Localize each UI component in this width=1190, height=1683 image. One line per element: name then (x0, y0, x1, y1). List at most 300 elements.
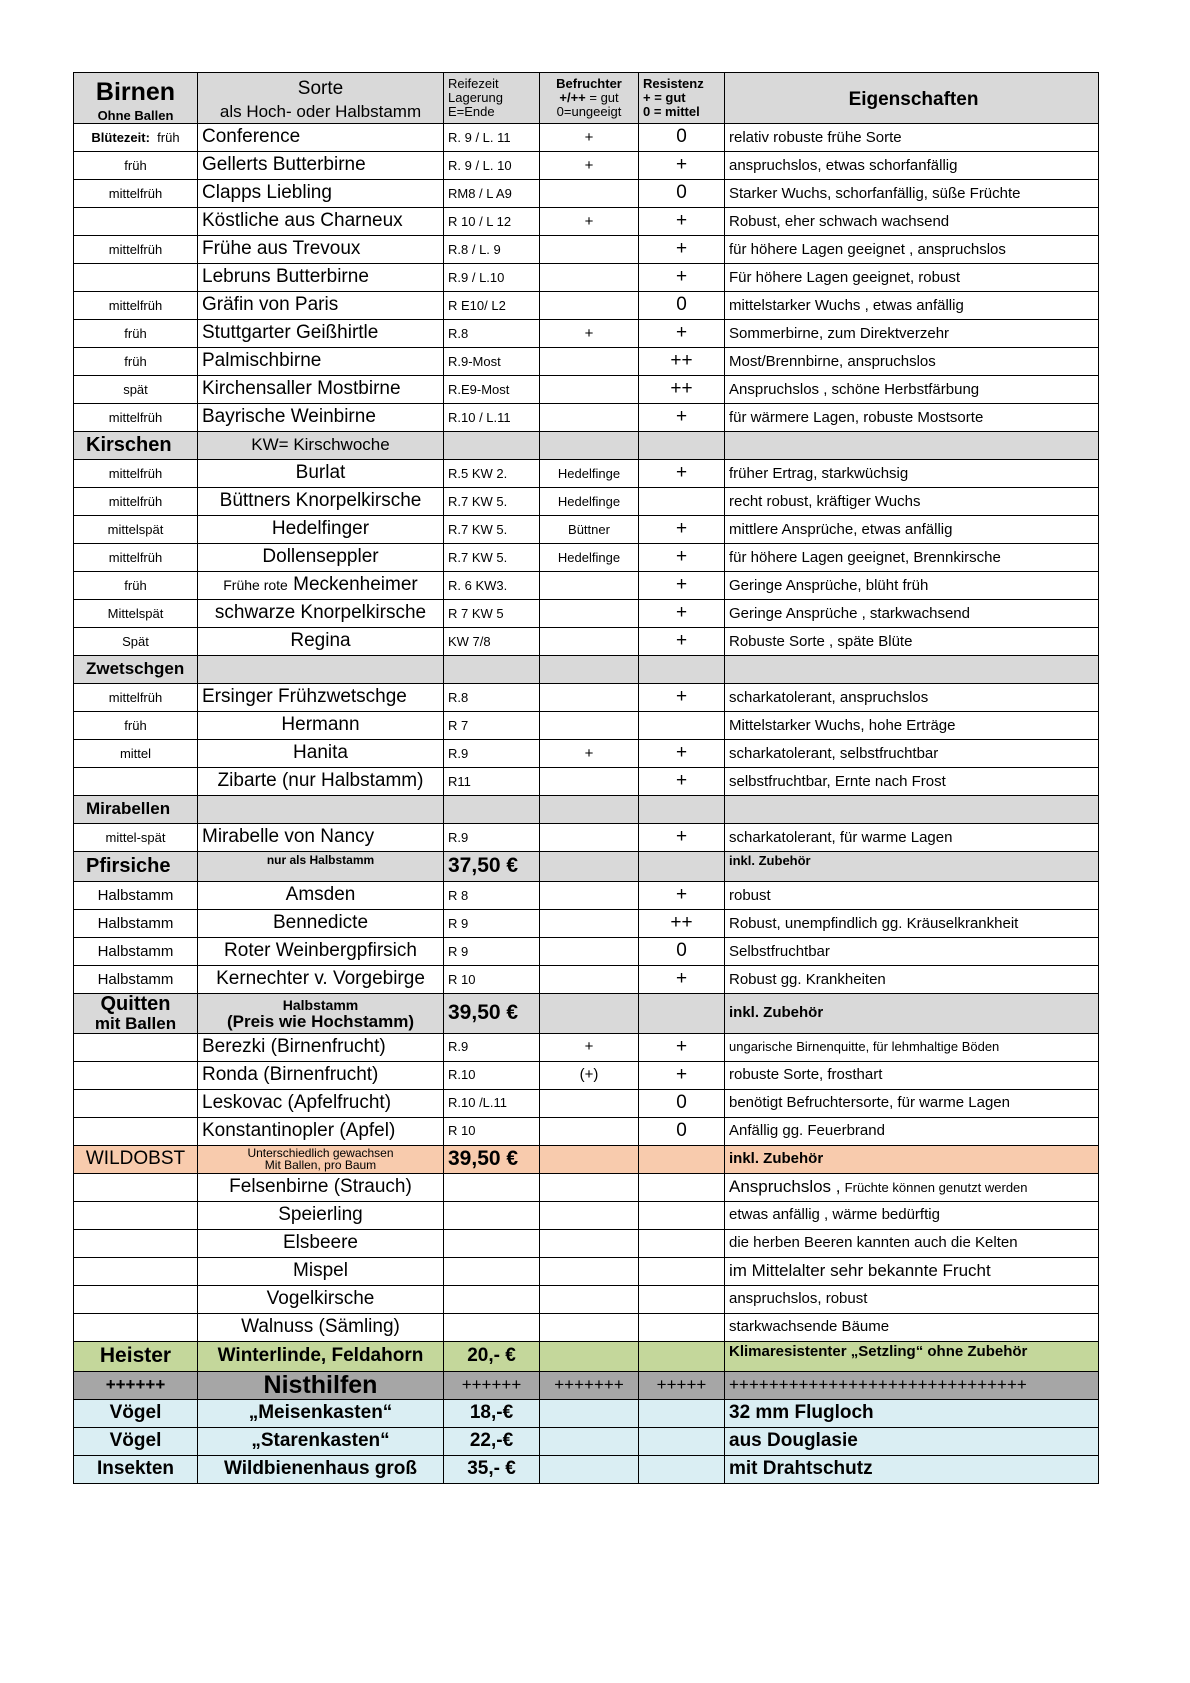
sorte-name: Felsenbirne (Strauch) (229, 1176, 412, 1198)
sorte-name: Büttners Knorpelkirsche (219, 490, 422, 512)
reifezeit-cell: R.7 KW 5. (444, 515, 540, 543)
table-row (74, 767, 1099, 795)
sorte-cell (198, 319, 444, 347)
section-incl: inkl. Zubehör (725, 993, 1099, 1033)
resistenz-cell: 0 (639, 123, 725, 151)
table-row (74, 207, 1099, 235)
sorte-prefix: Frühe rote (223, 577, 288, 594)
table-row (74, 543, 1099, 571)
table-row (74, 599, 1099, 627)
section-mirabellen (74, 795, 1099, 823)
reifezeit-cell: R 7 KW 5 (444, 599, 540, 627)
reifezeit-cell: R 10 (444, 965, 540, 993)
section-title: Zwetschgen (74, 655, 198, 683)
heister-sorte: Winterlinde, Feldahorn (198, 1341, 444, 1371)
eigenschaften-text: Robust, unempfindlich gg. Kräuselkrankheit (729, 914, 1019, 932)
sorte-name: Hedelfinger (271, 518, 370, 540)
table-row (74, 881, 1099, 909)
eigenschaften-extra: Früchte können genutzt werden (844, 1180, 1028, 1196)
sorte-cell (198, 881, 444, 909)
sorte-cell (198, 599, 444, 627)
heister-title: Heister (74, 1341, 198, 1371)
eigenschaften-cell (725, 151, 1099, 179)
bluetezeit-cell (74, 319, 198, 347)
sorte-extra: Vorgebirge (332, 968, 425, 990)
resistenz-cell (639, 487, 725, 515)
empty-cell (540, 1399, 639, 1427)
eigenschaften-text: robuste Sorte, frosthart (729, 1066, 883, 1084)
empty-cell (540, 1455, 639, 1483)
eigenschaften-cell (725, 627, 1099, 655)
befruchter-cell (540, 683, 639, 711)
header-befruchter-cell (540, 73, 639, 124)
reifezeit-cell (444, 1285, 540, 1313)
sorte-name: Zibarte (217, 770, 277, 792)
eigenschaften-cell (725, 487, 1099, 515)
eigenschaften-cell (725, 291, 1099, 319)
table-row (74, 515, 1099, 543)
resistenz-cell: + (639, 151, 725, 179)
reifezeit-cell: R. 9 / L. 10 (444, 151, 540, 179)
nisthilfen-eigenschaften: mit Drahtschutz (725, 1455, 1099, 1483)
sorte-name: Palmischbirne (202, 350, 322, 372)
eigenschaften-text: scharkatolerant, für warme Lagen (729, 828, 953, 846)
befruchter-cell (540, 767, 639, 795)
sorte-cell (198, 235, 444, 263)
bluetezeit-value: mittel (119, 745, 152, 761)
sorte-cell (198, 1117, 444, 1145)
eigenschaften-cell (725, 937, 1099, 965)
resistenz-cell: + (639, 263, 725, 291)
table-row (74, 403, 1099, 431)
heister-eigenschaften: Klimaresistenter „Setzling“ ohne Zubehör (725, 1341, 1099, 1371)
empty-cell (198, 655, 444, 683)
reifezeit-cell: R.9 (444, 823, 540, 851)
reifezeit-cell: R.7 KW 5. (444, 487, 540, 515)
nisthilfen-price: 22,-€ (444, 1427, 540, 1455)
empty-cell (639, 655, 725, 683)
sorte-name: Elsbeere (283, 1232, 358, 1254)
bluetezeit-value: Halbstamm (97, 914, 174, 932)
reifezeit-cell: R 8 (444, 881, 540, 909)
befruchter-cell (540, 937, 639, 965)
sorte-name: Walnuss (Sämling) (241, 1316, 400, 1338)
bluetezeit-value: früh (124, 577, 147, 593)
resistenz-cell: + (639, 235, 725, 263)
section-title-cell (74, 993, 198, 1033)
resistenz-cell: 0 (639, 1089, 725, 1117)
bluetezeit-value: mittelfrüh (108, 185, 163, 201)
eigenschaften-text: Anspruchslos , schöne Herbstfärbung (729, 380, 980, 398)
befruchter-cell (540, 375, 639, 403)
eigenschaften-cell (725, 235, 1099, 263)
eigenschaften-cell (725, 599, 1099, 627)
resistenz-cell: ++ (639, 347, 725, 375)
befruchter-cell: + (540, 123, 639, 151)
bluetezeit-value: mittelfrüh (108, 241, 163, 257)
eigenschaften-cell (725, 1061, 1099, 1089)
sorte-cell (198, 515, 444, 543)
section-note-1: Halbstamm (282, 997, 359, 1014)
bluetezeit-value: mittelspät (107, 521, 164, 537)
resistenz-cell (639, 1313, 725, 1341)
reifezeit-cell: R. 6 KW3. (444, 571, 540, 599)
befruchter-cell: + (540, 739, 639, 767)
section-note: nur als Halbstamm (198, 851, 444, 881)
sorte-name: Mispel (293, 1260, 348, 1282)
empty-cell (639, 993, 725, 1033)
header-reife-2: Lagerung (448, 90, 503, 106)
eigenschaften-cell (725, 403, 1099, 431)
section-incl: inkl. Zubehör (725, 851, 1099, 881)
nisthilfen-name: „Starenkasten“ (198, 1427, 444, 1455)
befruchter-cell (540, 1089, 639, 1117)
sorte-name: Mirabelle von Nancy (202, 826, 375, 848)
sorte-cell (198, 739, 444, 767)
bluetezeit-value: früh (124, 157, 147, 173)
section-title: Kirschen (74, 431, 198, 459)
reifezeit-cell: R. 9 / L. 11 (444, 123, 540, 151)
nisthilfen-c: ++++++ (444, 1371, 540, 1399)
category-title: Birnen (95, 78, 176, 106)
empty-cell (725, 655, 1099, 683)
befruchter-cell (540, 881, 639, 909)
section-note: KW= Kirschwoche (198, 431, 444, 459)
table-row (74, 459, 1099, 487)
empty-cell (639, 795, 725, 823)
table-row (74, 571, 1099, 599)
eigenschaften-cell (725, 1173, 1099, 1201)
empty-cell (639, 1341, 725, 1371)
eigenschaften-cell (725, 909, 1099, 937)
sorte-cell (198, 1061, 444, 1089)
table-row (74, 487, 1099, 515)
table-row (74, 1033, 1099, 1061)
befruchter-cell (540, 1173, 639, 1201)
eigenschaften-text: mittelstarker Wuchs , etwas anfällig (729, 296, 964, 314)
reifezeit-cell: R.10 /L.11 (444, 1089, 540, 1117)
bluetezeit-cell (74, 1313, 198, 1341)
nisthilfen-f: ++++++++++++++++++++++++++++++ (725, 1371, 1099, 1399)
reifezeit-cell: R.10 / L.11 (444, 403, 540, 431)
befruchter-cell (540, 1229, 639, 1257)
eigenschaften-text: Selbstfruchtbar (729, 942, 830, 960)
section-note-1: Unterschiedlich gewachsen (247, 1145, 394, 1160)
header-sorte: Sorte (297, 78, 344, 100)
section-heister (74, 1341, 1099, 1371)
sorte-name: Meckenheimer (293, 574, 418, 596)
header-eigenschaften: Eigenschaften (725, 73, 1099, 124)
sorte-cell (198, 207, 444, 235)
resistenz-cell (639, 711, 725, 739)
bluetezeit-cell (74, 151, 198, 179)
nisthilfen-eigenschaften: 32 mm Flugloch (725, 1399, 1099, 1427)
eigenschaften-text: anspruchslos, etwas schorfanfällig (729, 156, 958, 174)
eigenschaften-text: recht robust, kräftiger Wuchs (729, 492, 921, 510)
eigenschaften-text: etwas anfällig , wärme bedürftig (729, 1206, 940, 1224)
bluetezeit-value: mittel-spät (105, 829, 166, 845)
resistenz-cell (639, 1229, 725, 1257)
empty-cell (725, 431, 1099, 459)
sorte-name: Hermann (281, 714, 360, 736)
sorte-cell (198, 1089, 444, 1117)
befruchter-cell (540, 823, 639, 851)
eigenschaften-text: relativ robuste frühe Sorte (729, 128, 902, 146)
empty-cell (540, 993, 639, 1033)
empty-cell (639, 431, 725, 459)
bluetezeit-cell (74, 1117, 198, 1145)
bluetezeit-value: Halbstamm (97, 886, 174, 904)
heister-price: 20,- € (444, 1341, 540, 1371)
eigenschaften-cell (725, 263, 1099, 291)
bluetezeit-value: Spät (122, 633, 149, 649)
table-row (74, 347, 1099, 375)
table-row (74, 1313, 1099, 1341)
bluetezeit-value: mittelfrüh (108, 409, 163, 425)
befruchter-cell: (+) (540, 1061, 639, 1089)
sorte-name: Bennedicte (272, 912, 369, 934)
sorte-cell (198, 711, 444, 739)
reifezeit-cell: R.10 (444, 1061, 540, 1089)
eigenschaften-cell (725, 823, 1099, 851)
sorte-cell (198, 123, 444, 151)
table-header (74, 73, 1099, 124)
section-title: Pfirsiche (74, 851, 198, 881)
eigenschaften-cell (725, 1257, 1099, 1285)
reifezeit-cell: R.8 (444, 683, 540, 711)
eigenschaften-cell (725, 347, 1099, 375)
eigenschaften-text: scharkatolerant, selbstfruchtbar (729, 744, 939, 762)
bluetezeit-cell (74, 767, 198, 795)
eigenschaften-cell (725, 179, 1099, 207)
befruchter-cell (540, 235, 639, 263)
sorte-name: Köstliche aus Charneux (202, 210, 403, 232)
eigenschaften-cell (725, 965, 1099, 993)
table-row (74, 263, 1099, 291)
empty-cell (639, 851, 725, 881)
befruchter-cell (540, 1201, 639, 1229)
eigenschaften-cell (725, 767, 1099, 795)
header-sorte-sub: als Hoch- oder Halbstamm (219, 101, 422, 121)
sorte-name: Berezki (Birnenfrucht) (202, 1036, 386, 1058)
bluetezeit-cell (74, 599, 198, 627)
eigenschaften-cell (725, 1229, 1099, 1257)
section-price: 39,50 € (444, 1145, 540, 1173)
table-row (74, 179, 1099, 207)
befruchter-cell (540, 627, 639, 655)
table-row (74, 1201, 1099, 1229)
resistenz-cell (639, 1173, 725, 1201)
section-subtitle: mit Ballen (94, 1013, 177, 1033)
befruchter-cell: Hedelfinge (540, 487, 639, 515)
eigenschaften-text: Robust, eher schwach wachsend (729, 212, 950, 230)
sorte-name: Kernechter v. (216, 968, 328, 990)
eigenschaften-cell (725, 1089, 1099, 1117)
eigenschaften-cell (725, 459, 1099, 487)
table-row (74, 235, 1099, 263)
nisthilfen-row (74, 1399, 1099, 1427)
sorte-name: Roter Weinbergpfirsich (224, 940, 417, 962)
eigenschaften-cell (725, 571, 1099, 599)
resistenz-cell: + (639, 319, 725, 347)
reifezeit-cell (444, 1313, 540, 1341)
eigenschaften-text: für höhere Lagen geeignet, Brennkirsche (729, 548, 1001, 566)
reifezeit-cell: R.9 / L.10 (444, 263, 540, 291)
reifezeit-cell (444, 1229, 540, 1257)
eigenschaften-text: Robust gg. Krankheiten (729, 970, 886, 988)
bluetezeit-value: mittelfrüh (108, 297, 163, 313)
eigenschaften-text: Geringe Ansprüche, blüht früh (729, 576, 929, 594)
befruchter-cell: Hedelfinge (540, 459, 639, 487)
eigenschaften-text: für höhere Lagen geeignet , anspruchslos (729, 240, 1006, 258)
sorte-cell (198, 909, 444, 937)
resistenz-cell: + (639, 627, 725, 655)
bluetezeit-cell (74, 881, 198, 909)
bluetezeit-cell (74, 965, 198, 993)
section-nisthilfen (74, 1371, 1099, 1399)
bluetezeit-cell (74, 683, 198, 711)
befruchter-cell (540, 1285, 639, 1313)
bluetezeit-cell (74, 375, 198, 403)
bluetezeit-cell (74, 207, 198, 235)
eigenschaften-text: für wärmere Lagen, robuste Mostsorte (729, 408, 984, 426)
bluetezeit-value: mittelfrüh (108, 493, 163, 509)
header-resistenz-cell (639, 73, 725, 124)
sorte-cell (198, 1201, 444, 1229)
category-subtitle: Ohne Ballen (97, 108, 174, 124)
eigenschaften-text: mittlere Ansprüche, etwas anfällig (729, 520, 953, 538)
eigenschaften-text: starkwachsende Bäume (729, 1318, 890, 1336)
bluetezeit-cell (74, 459, 198, 487)
sorte-name: Lebruns Butterbirne (202, 266, 369, 288)
sorte-cell (198, 683, 444, 711)
sorte-extra: (nur Halbstamm) (281, 770, 424, 792)
sorte-cell (198, 571, 444, 599)
sorte-name: Bayrische Weinbirne (202, 406, 376, 428)
bluetezeit-cell (74, 179, 198, 207)
nisthilfen-name: Wildbienenhaus groß (198, 1455, 444, 1483)
bluetezeit-cell (74, 515, 198, 543)
resistenz-cell: + (639, 767, 725, 795)
eigenschaften-text: ungarische Birnenquitte, für lehmhaltige Böden (729, 1039, 1000, 1055)
header-res-2: + = gut (643, 90, 686, 106)
reifezeit-cell: R.9 (444, 739, 540, 767)
bluetezeit-cell (74, 1089, 198, 1117)
eigenschaften-cell (725, 881, 1099, 909)
section-price: 39,50 € (444, 993, 540, 1033)
resistenz-cell: + (639, 571, 725, 599)
header-res-3: 0 = mittel (643, 103, 700, 119)
header-category-cell (74, 73, 198, 124)
befruchter-cell (540, 1257, 639, 1285)
sorte-cell (198, 179, 444, 207)
befruchter-cell (540, 263, 639, 291)
empty-cell (540, 655, 639, 683)
empty-cell (540, 1341, 639, 1371)
table-row (74, 1229, 1099, 1257)
eigenschaften-text: Most/Brennbirne, anspruchslos (729, 352, 936, 370)
empty-cell (725, 795, 1099, 823)
resistenz-cell: 0 (639, 1117, 725, 1145)
eigenschaften-text: Sommerbirne, zum Direktverzehr (729, 324, 950, 342)
befruchter-cell: Büttner (540, 515, 639, 543)
sorte-cell (198, 1285, 444, 1313)
bluetezeit-value: mittelfrüh (108, 465, 163, 481)
sorte-cell (198, 543, 444, 571)
reifezeit-cell: R 9 (444, 909, 540, 937)
resistenz-cell: + (639, 543, 725, 571)
bluetezeit-cell (74, 263, 198, 291)
befruchter-cell: + (540, 207, 639, 235)
befruchter-cell (540, 403, 639, 431)
resistenz-cell: 0 (639, 937, 725, 965)
sorte-name: Ersinger Frühzwetschge (202, 686, 407, 708)
sorte-name: Gräfin von Paris (202, 294, 339, 316)
sorte-cell (198, 823, 444, 851)
nisthilfen-row (74, 1455, 1099, 1483)
resistenz-cell: 0 (639, 291, 725, 319)
resistenz-cell: + (639, 599, 725, 627)
section-incl: inkl. Zubehör (725, 1145, 1099, 1173)
eigenschaften-cell (725, 683, 1099, 711)
table-row (74, 1089, 1099, 1117)
bluetezeit-value: Halbstamm (97, 942, 174, 960)
befruchter-cell (540, 179, 639, 207)
bluetezeit-cell (74, 1033, 198, 1061)
bluetezeit-value: Mittelspät (107, 605, 164, 621)
section-quitten (74, 993, 1099, 1033)
eigenschaften-cell (725, 319, 1099, 347)
eigenschaften-cell (725, 375, 1099, 403)
eigenschaften-text: Anspruchslos , (729, 1177, 841, 1197)
bluetezeit-cell (74, 543, 198, 571)
empty-cell (540, 431, 639, 459)
section-note-2: Mit Ballen, pro Baum (264, 1158, 377, 1173)
reifezeit-cell: R.E9-Most (444, 375, 540, 403)
section-pfirsiche (74, 851, 1099, 881)
header-befr-2a: +/++ (559, 90, 586, 106)
bluetezeit-cell (74, 403, 198, 431)
table-row (74, 1285, 1099, 1313)
header-reife-3: E=Ende (448, 103, 495, 119)
reifezeit-cell: R.8 / L. 9 (444, 235, 540, 263)
sorte-name: Leskovac (Apfelfrucht) (202, 1092, 392, 1114)
befruchter-cell: + (540, 319, 639, 347)
reifezeit-cell: R.5 KW 2. (444, 459, 540, 487)
eigenschaften-cell (725, 1201, 1099, 1229)
price-list-table (73, 72, 1099, 1484)
empty-cell (639, 1399, 725, 1427)
sorte-name: Speierling (278, 1204, 363, 1226)
empty-cell (444, 655, 540, 683)
resistenz-cell (639, 1285, 725, 1313)
nisthilfen-eigenschaften: aus Douglasie (725, 1427, 1099, 1455)
sorte-cell (198, 1229, 444, 1257)
sorte-cell (198, 1173, 444, 1201)
reifezeit-cell (444, 1257, 540, 1285)
sorte-name: Gellerts Butterbirne (202, 154, 366, 176)
header-befr-2b: = gut (585, 90, 619, 106)
empty-cell (540, 851, 639, 881)
header-befr-1: Befruchter (556, 76, 622, 92)
resistenz-cell: + (639, 459, 725, 487)
befruchter-cell (540, 711, 639, 739)
bluetezeit-value: spät (123, 381, 148, 397)
sorte-cell (198, 347, 444, 375)
nisthilfen-typ: Insekten (74, 1455, 198, 1483)
bluetezeit-cell (74, 291, 198, 319)
befruchter-cell (540, 965, 639, 993)
